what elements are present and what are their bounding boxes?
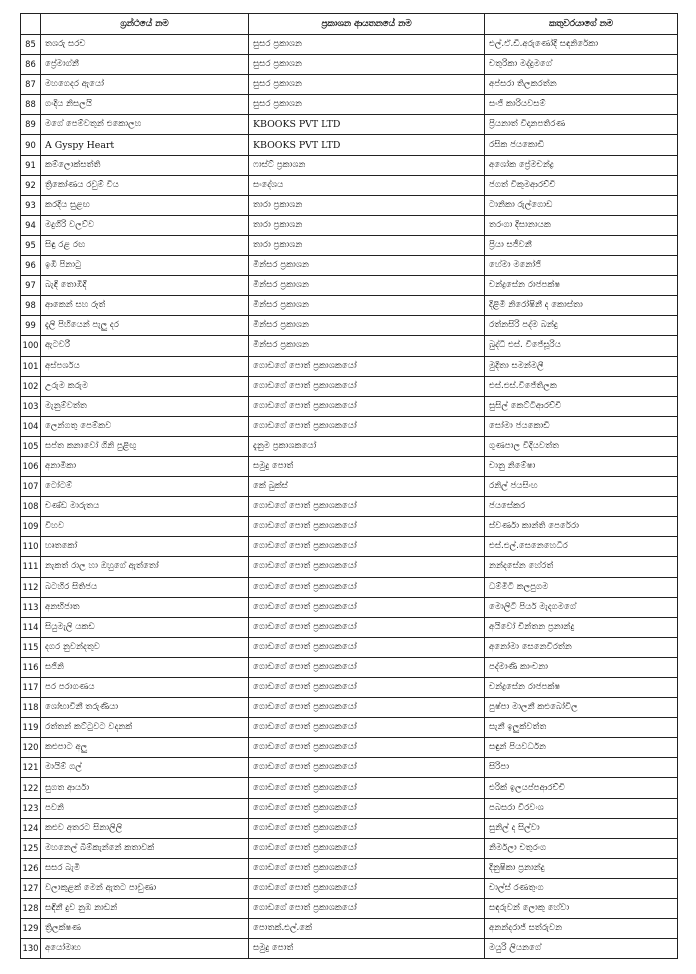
book-title-cell: විහව <box>41 517 249 537</box>
row-number: 90 <box>21 135 41 155</box>
author-cell: චන්ද්‍රසේන රාජපක්ෂ <box>485 678 678 698</box>
author-cell: එරික් ඉලයප්පආරච්චි <box>485 778 678 798</box>
book-title-cell: අස්පර්ශය <box>41 356 249 376</box>
table-row <box>21 818 678 838</box>
author-cell: ගුණපාල වීදියවත්ත <box>485 436 678 456</box>
publisher-cell: මින්සර ප්‍රකාශන <box>249 336 485 356</box>
publisher-cell: දැනුම ප්‍රකාශකයෝ <box>249 436 485 456</box>
row-number: 111 <box>21 557 41 577</box>
publisher-cell: සුසර ප්‍රකාශන <box>249 75 485 95</box>
row-number: 129 <box>21 919 41 939</box>
book-title-cell: වලාකුළක් මෙන් ඇතට පාවුණා <box>41 878 249 898</box>
author-cell: පබසරා වීරවංශ <box>485 798 678 818</box>
publisher-cell: ගොඩගේ පොත් ප්‍රකාශකයෝ <box>249 617 485 637</box>
author-cell: බුද්ධි එස්. වීජේසූරිය <box>485 336 678 356</box>
publisher-cell: ගොඩගේ පොත් ප්‍රකාශකයෝ <box>249 858 485 878</box>
book-title-cell: ලෙන්ගතු පෙම්කව <box>41 416 249 436</box>
author-cell: අනන්දරාජ් සත්රුවන <box>485 919 678 939</box>
book-title-cell: දැලි පිහියෙන් පැලු දර <box>41 316 249 336</box>
table-row <box>21 456 678 476</box>
publisher-cell: ගොඩගේ පොත් ප්‍රකාශකයෝ <box>249 376 485 396</box>
row-number: 104 <box>21 416 41 436</box>
row-number: 101 <box>21 356 41 376</box>
table-row <box>21 55 678 75</box>
author-cell: සුසිල් කෙට්ටිආරච්චි <box>485 396 678 416</box>
book-title-cell: කම්ලොක්සත්ති <box>41 155 249 175</box>
row-number: 107 <box>21 477 41 497</box>
table-row <box>21 115 678 135</box>
book-title-cell: කළුව අතරට සිනාලිලි <box>41 818 249 838</box>
header-book-title: ග්‍රන්ථයේ නම <box>41 14 249 35</box>
table-row <box>21 497 678 517</box>
author-cell: සෝමා ජයකොඩි <box>485 416 678 436</box>
author-cell: මයුරි ලියනගේ <box>485 939 678 959</box>
publisher-cell: ගොඩගේ පොත් ප්‍රකාශකයෝ <box>249 637 485 657</box>
book-title-cell: සජිනි <box>41 657 249 677</box>
table-row <box>21 838 678 858</box>
author-cell: චතුරිකා මද්දුමගේ <box>485 55 678 75</box>
table-row <box>21 617 678 637</box>
row-number: 121 <box>21 758 41 778</box>
author-cell: අයිවෝ චින්තන ප්‍රනාන්දු <box>485 617 678 637</box>
table-row <box>21 316 678 336</box>
header-author: කතුවරයාගේ නම <box>485 14 678 35</box>
row-number: 102 <box>21 376 41 396</box>
book-title-cell: අනාමිකා <box>41 456 249 476</box>
book-title-cell: සඳිනී දුව නුඹ නාඩන් <box>41 899 249 919</box>
publisher-cell: ගොඩගේ පොත් ප්‍රකාශකයෝ <box>249 818 485 838</box>
book-title-cell: මහනෙල් බිම්කැන්නේ කතාවක් <box>41 838 249 858</box>
publisher-cell: ගොඩගේ පොත් ප්‍රකාශකයෝ <box>249 557 485 577</box>
author-cell: ජයසේකර <box>485 497 678 517</box>
publisher-cell: ගොඩගේ පොත් ප්‍රකාශකයෝ <box>249 838 485 858</box>
publisher-cell: සුසර ප්‍රකාශන <box>249 95 485 115</box>
book-title-cell: උරුම කරුම <box>41 376 249 396</box>
author-cell: සුනිල් ද සිල්වා <box>485 818 678 838</box>
table-row <box>21 416 678 436</box>
header-number <box>21 14 41 35</box>
author-cell: එස්.එල්.සෙනෙහෙධීර <box>485 537 678 557</box>
table-row <box>21 597 678 617</box>
table-row <box>21 256 678 276</box>
table-row <box>21 878 678 898</box>
author-cell: චානු නිමේෂා <box>485 456 678 476</box>
row-number: 103 <box>21 396 41 416</box>
row-number: 97 <box>21 276 41 296</box>
row-number: 88 <box>21 95 41 115</box>
author-cell: රසික ජයකොඩි <box>485 135 678 155</box>
row-number: 106 <box>21 456 41 476</box>
table-row <box>21 436 678 456</box>
table-row <box>21 336 678 356</box>
table-row <box>21 637 678 657</box>
row-number: 100 <box>21 336 41 356</box>
book-title-cell: ගංදිය නිසලයි <box>41 95 249 115</box>
table-row <box>21 657 678 677</box>
book-title-cell: කළුපාට අලු <box>41 738 249 758</box>
author-cell: චන්ද්‍රසේන රාජපක්ෂ <box>485 276 678 296</box>
row-number: 126 <box>21 858 41 878</box>
book-title-cell: මගේ පෙම්වතුන් එකොලහ <box>41 115 249 135</box>
book-title-cell: පවනි <box>41 798 249 818</box>
publisher-cell: මින්සර ප්‍රකාශන <box>249 276 485 296</box>
author-cell: සිරිපා <box>485 758 678 778</box>
row-number: 130 <box>21 939 41 959</box>
publisher-cell: ගොඩගේ පොත් ප්‍රකාශකයෝ <box>249 738 485 758</box>
table-row <box>21 718 678 738</box>
table-row <box>21 155 678 175</box>
publisher-cell: ගොඩගේ පොත් ප්‍රකාශකයෝ <box>249 577 485 597</box>
publisher-cell: කේ බුක්ස් <box>249 477 485 497</box>
table-row <box>21 175 678 195</box>
publisher-cell: ගොඩගේ පොත් ප්‍රකාශකයෝ <box>249 698 485 718</box>
author-cell: පද්මාණි කාංචනා <box>485 657 678 677</box>
publisher-cell: සුසර ප්‍රකාශන <box>249 55 485 75</box>
table-row <box>21 75 678 95</box>
book-title-cell: සිඳු රළ රඟ <box>41 235 249 255</box>
author-cell: සඳුන් පියවර්ධන <box>485 738 678 758</box>
row-number: 85 <box>21 35 41 55</box>
author-cell: අප්සරා තිලකරත්න <box>485 75 678 95</box>
row-number: 93 <box>21 195 41 215</box>
header-publisher: ප්‍රකාශන ආයතනයේ නම <box>249 14 485 35</box>
author-cell: ධම්මිටී කලපුගම <box>485 577 678 597</box>
author-cell: රනිල් ජයසිංහ <box>485 477 678 497</box>
author-cell: ටානිකා රුල්ගොඩ <box>485 195 678 215</box>
row-number: 86 <box>21 55 41 75</box>
author-cell: දිළිමි නිරෝෂිනී ද කොස්තා <box>485 296 678 316</box>
author-cell: හේමා මනෝජි <box>485 256 678 276</box>
row-number: 92 <box>21 175 41 195</box>
book-list-page <box>20 13 678 959</box>
publisher-cell: ගොඩගේ පොත් ප්‍රකාශකයෝ <box>249 798 485 818</box>
row-number: 87 <box>21 75 41 95</box>
book-title-cell: සප්ත කනාවෝ ගිනි පුළිඟු <box>41 436 249 456</box>
book-title-cell: අනභිජාත <box>41 597 249 617</box>
table-row <box>21 537 678 557</box>
author-cell: රත්නසිරි පද්ම බන්දු <box>485 316 678 336</box>
publisher-cell: KBOOKS PVT LTD <box>249 115 485 135</box>
author-cell: ප්‍රියනාත් විදානපතිරණ <box>485 115 678 135</box>
row-number: 98 <box>21 296 41 316</box>
publisher-cell: ගොඩගේ පොත් ප්‍රකාශකයෝ <box>249 537 485 557</box>
book-title-cell: සුගත ආර්යා <box>41 778 249 798</box>
author-cell: නිර්මලා චතුරංග <box>485 838 678 858</box>
publisher-cell: මින්සර ප්‍රකාශන <box>249 316 485 336</box>
publisher-cell: ගොඩගේ පොත් ප්‍රකාශකයෝ <box>249 718 485 738</box>
table-row <box>21 798 678 818</box>
author-cell: ස්වර්ණා කාන්ති පෙරේරා <box>485 517 678 537</box>
row-number: 118 <box>21 698 41 718</box>
book-title-cell: හෘතකෝ <box>41 537 249 557</box>
publisher-cell: තාරා ප්‍රකාශන <box>249 215 485 235</box>
author-cell: ජගත් විකුමආරච්චි <box>485 175 678 195</box>
publisher-cell: ගොඩගේ පොත් ප්‍රකාශකයෝ <box>249 758 485 778</box>
book-title-cell: ත්‍රිකෝණය රවුම් විය <box>41 175 249 195</box>
book-title-cell: ඇටවරී <box>41 336 249 356</box>
book-title-cell: ප්‍රේමාග්නී <box>41 55 249 75</box>
publisher-cell: ගොඩගේ පොත් ප්‍රකාශකයෝ <box>249 396 485 416</box>
publisher-cell: ෆාස්ට් ප්‍රකාශන <box>249 155 485 175</box>
table-header-row <box>21 14 678 35</box>
row-number: 91 <box>21 155 41 175</box>
book-title-cell: පර පරාගණය <box>41 678 249 698</box>
table-row <box>21 215 678 235</box>
publisher-cell: KBOOKS PVT LTD <box>249 135 485 155</box>
table-row <box>21 678 678 698</box>
row-number: 109 <box>21 517 41 537</box>
author-cell: සැනී ඉලුක්වත්ත <box>485 718 678 738</box>
publisher-cell: ගොඩගේ පොත් ප්‍රකාශකයෝ <box>249 657 485 677</box>
author-cell: ප්‍රියා සජීවනී <box>485 235 678 255</box>
row-number: 116 <box>21 657 41 677</box>
row-number: 114 <box>21 617 41 637</box>
row-number: 127 <box>21 878 41 898</box>
author-cell: මොලිටී පියර් මැදගමගේ <box>485 597 678 617</box>
book-title-cell: කරදිය සුළඟ <box>41 195 249 215</box>
book-title-cell: ආකෙන් සහ රූත් <box>41 296 249 316</box>
publisher-cell: ගොඩගේ පොත් ප්‍රකාශකයෝ <box>249 899 485 919</box>
author-cell: සංජි කාරියවසම් <box>485 95 678 115</box>
table-row <box>21 35 678 55</box>
publisher-cell: සංදේශය <box>249 175 485 195</box>
book-title-cell: දගර නුවන්දතුව <box>41 637 249 657</box>
row-number: 122 <box>21 778 41 798</box>
book-title-cell: බැඳි තොඹිදී <box>41 276 249 296</box>
publisher-cell: සමුදු පොත් <box>249 939 485 959</box>
book-title-cell: මැනුම්වත්ත <box>41 396 249 416</box>
table-row <box>21 517 678 537</box>
book-title-cell: මායිම් ගල් <box>41 758 249 778</box>
table-row <box>21 276 678 296</box>
book-title-cell: නැකත් රාල හා ඔහුගේ ඇත්තෝ <box>41 557 249 577</box>
row-number: 128 <box>21 899 41 919</box>
table-row <box>21 557 678 577</box>
table-row <box>21 396 678 416</box>
author-cell: අශෝක ප්‍රේමචන්ද්‍ර <box>485 155 678 175</box>
author-cell: එල්.ඒ.ඩී.අරුණෝදි සඳනිරේකා <box>485 35 678 55</box>
table-row <box>21 356 678 376</box>
publisher-cell: ගොඩගේ පොත් ප්‍රකාශකයෝ <box>249 497 485 517</box>
row-number: 105 <box>21 436 41 456</box>
author-cell: චාල්ස් රණතුංග <box>485 878 678 898</box>
book-title-cell: රත්තන් කට්ටුවට වදනක් <box>41 718 249 738</box>
table-row <box>21 95 678 115</box>
table-row <box>21 135 678 155</box>
table-row <box>21 778 678 798</box>
book-title-cell: A Gyspy Heart <box>41 135 249 155</box>
publisher-cell: මින්සර ප්‍රකාශන <box>249 256 485 276</box>
row-number: 119 <box>21 718 41 738</box>
book-title-cell: ශෝභාවිනී තරුණියා <box>41 698 249 718</box>
table-row <box>21 477 678 497</box>
publisher-cell: ගොඩගේ පොත් ප්‍රකාශකයෝ <box>249 356 485 376</box>
publisher-cell: පොතක්.එල්.කේ <box>249 919 485 939</box>
row-number: 95 <box>21 235 41 255</box>
publisher-cell: ගොඩගේ පොත් ප්‍රකාශකයෝ <box>249 517 485 537</box>
author-cell: එස්.එස්.වීජේතිලක <box>485 376 678 396</box>
table-row <box>21 758 678 778</box>
row-number: 99 <box>21 316 41 336</box>
row-number: 123 <box>21 798 41 818</box>
publisher-cell: සුසර ප්‍රකාශන <box>249 35 485 55</box>
book-title-cell: තශරු සරච <box>41 35 249 55</box>
publisher-cell: ගොඩගේ පොත් ප්‍රකාශකයෝ <box>249 597 485 617</box>
row-number: 89 <box>21 115 41 135</box>
publisher-cell: ගොඩගේ පොත් ප්‍රකාශකයෝ <box>249 778 485 798</box>
table-row <box>21 195 678 215</box>
book-title-cell: මහගෙදර ඇයෝ <box>41 75 249 95</box>
row-number: 96 <box>21 256 41 276</box>
row-number: 112 <box>21 577 41 597</box>
book-title-cell: සියුමැලි යකඩ <box>41 617 249 637</box>
author-cell: නන්දසේන හේරත් <box>485 557 678 577</box>
row-number: 94 <box>21 215 41 235</box>
book-title-cell: ත්‍රිලක්ෂණ <box>41 919 249 939</box>
book-title-cell: ඉඹි පිනාටු <box>41 256 249 276</box>
table-row <box>21 899 678 919</box>
table-row <box>21 858 678 878</box>
table-row <box>21 296 678 316</box>
book-title-cell: ටෝටම් <box>41 477 249 497</box>
book-title-cell: අයෝමෘහ <box>41 939 249 959</box>
table-row <box>21 738 678 758</box>
row-number: 124 <box>21 818 41 838</box>
row-number: 125 <box>21 838 41 858</box>
publisher-cell: ගොඩගේ පොත් ප්‍රකාශකයෝ <box>249 878 485 898</box>
publisher-cell: මින්සර ප්‍රකාශන <box>249 296 485 316</box>
book-title-cell: සසර බැමි <box>41 858 249 878</box>
author-cell: දිනුෂිකා ප්‍රනාන්දු <box>485 858 678 878</box>
author-cell: තරංගා දිසානායක <box>485 215 678 235</box>
book-title-cell: මදුගිරි වලව්ව <box>41 215 249 235</box>
table-row <box>21 235 678 255</box>
author-cell: අනෝමා සෙනෙවිරත්න <box>485 637 678 657</box>
author-cell: පුෂ්පා මාලනී කළුබෝවිල <box>485 698 678 718</box>
author-cell: සඳරුවන් ලොකු හේවා <box>485 899 678 919</box>
row-number: 115 <box>21 637 41 657</box>
publisher-cell: ගොඩගේ පොත් ප්‍රකාශකයෝ <box>249 416 485 436</box>
book-list-table <box>20 13 678 959</box>
publisher-cell: තාරා ප්‍රකාශන <box>249 195 485 215</box>
table-row <box>21 919 678 939</box>
row-number: 113 <box>21 597 41 617</box>
table-row <box>21 577 678 597</box>
publisher-cell: ගොඩගේ පොත් ප්‍රකාශකයෝ <box>249 678 485 698</box>
author-cell: මුදිතා සමන්මලී <box>485 356 678 376</box>
book-title-cell: බටහිර සිතිජය <box>41 577 249 597</box>
row-number: 110 <box>21 537 41 557</box>
row-number: 120 <box>21 738 41 758</box>
book-title-cell: චණ්ඩ මාරුතය <box>41 497 249 517</box>
row-number: 117 <box>21 678 41 698</box>
publisher-cell: සමුදු පොත් <box>249 456 485 476</box>
table-row <box>21 376 678 396</box>
row-number: 108 <box>21 497 41 517</box>
table-row <box>21 698 678 718</box>
table-row <box>21 939 678 959</box>
publisher-cell: තාරා ප්‍රකාශන <box>249 235 485 255</box>
